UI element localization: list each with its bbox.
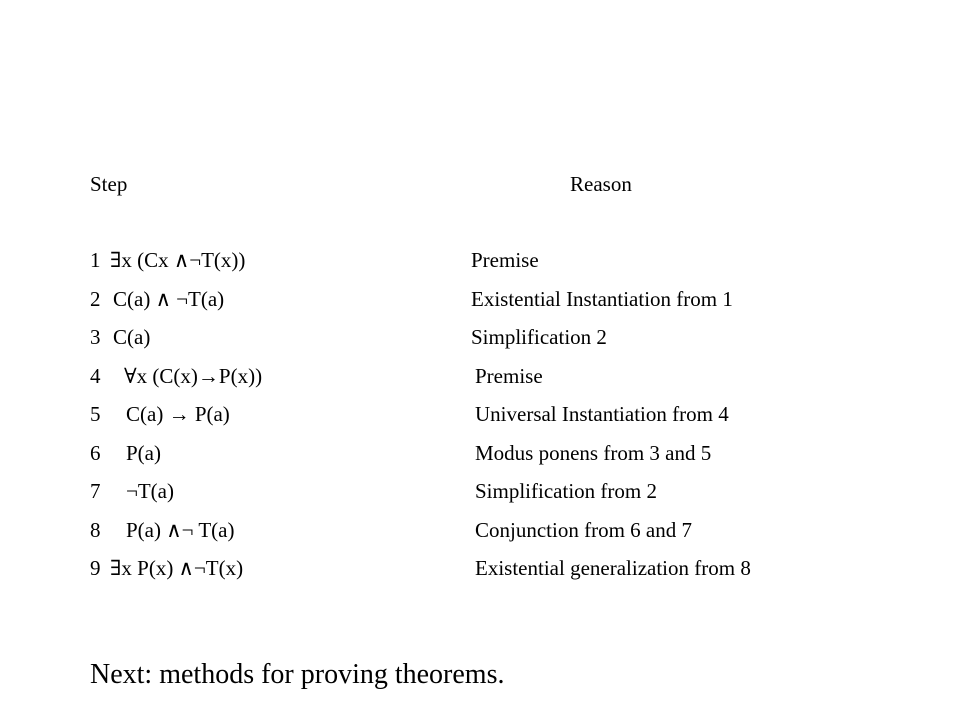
step-statement: C(a): [113, 325, 151, 349]
proof-row-5: [0, 400, 960, 439]
step-statement: ∃x P(x) ∧¬T(x): [110, 556, 244, 580]
step-reason: Existential Instantiation from 1: [471, 286, 733, 311]
step-statement: C(a) ∧ ¬T(a): [113, 286, 225, 311]
step-statement: ∃x (Cx ∧¬T(x)): [110, 248, 246, 272]
step-reason: Premise: [475, 363, 543, 388]
step-number: 3: [90, 325, 101, 349]
proof-row-2: [0, 285, 960, 324]
proof-row-3: [0, 323, 960, 362]
proof-row-1: [0, 246, 960, 285]
proof-row-6: [0, 439, 960, 478]
proof-row-4: [0, 362, 960, 401]
step-statement: P(a): [126, 440, 161, 465]
step-reason: Existential generalization from 8: [475, 556, 751, 580]
step-statement: P(a) ∧¬ T(a): [126, 517, 235, 542]
step-number: 9: [90, 556, 101, 580]
footer-text: Next: methods for proving theorems.: [90, 659, 505, 690]
step-reason: Premise: [471, 248, 539, 272]
step-reason: Modus ponens from 3 and 5: [475, 440, 712, 465]
proof-row-8: [0, 516, 960, 555]
step-reason: Universal Instantiation from 4: [475, 402, 729, 426]
step-number: 8: [90, 517, 101, 542]
proof-steps: [0, 246, 960, 593]
proof-row-7: [0, 477, 960, 516]
step-reason: Simplification 2: [471, 325, 607, 349]
step-number: 2: [90, 286, 101, 311]
step-number: 6: [90, 440, 101, 465]
reason-column-header: Reason: [570, 172, 632, 196]
step-reason: Conjunction from 6 and 7: [475, 517, 692, 542]
step-statement: ¬T(a): [126, 479, 174, 503]
step-number: 1: [90, 248, 101, 272]
proof-row-9: [0, 554, 960, 593]
step-reason: Simplification from 2: [475, 479, 657, 503]
step-number: 4: [90, 363, 101, 388]
step-statement: ∀x (C(x)→P(x)): [124, 363, 263, 388]
step-number: 5: [90, 402, 101, 426]
step-statement: C(a) → P(a): [126, 402, 230, 426]
step-number: 7: [90, 479, 101, 503]
step-column-header: Step: [90, 172, 128, 196]
